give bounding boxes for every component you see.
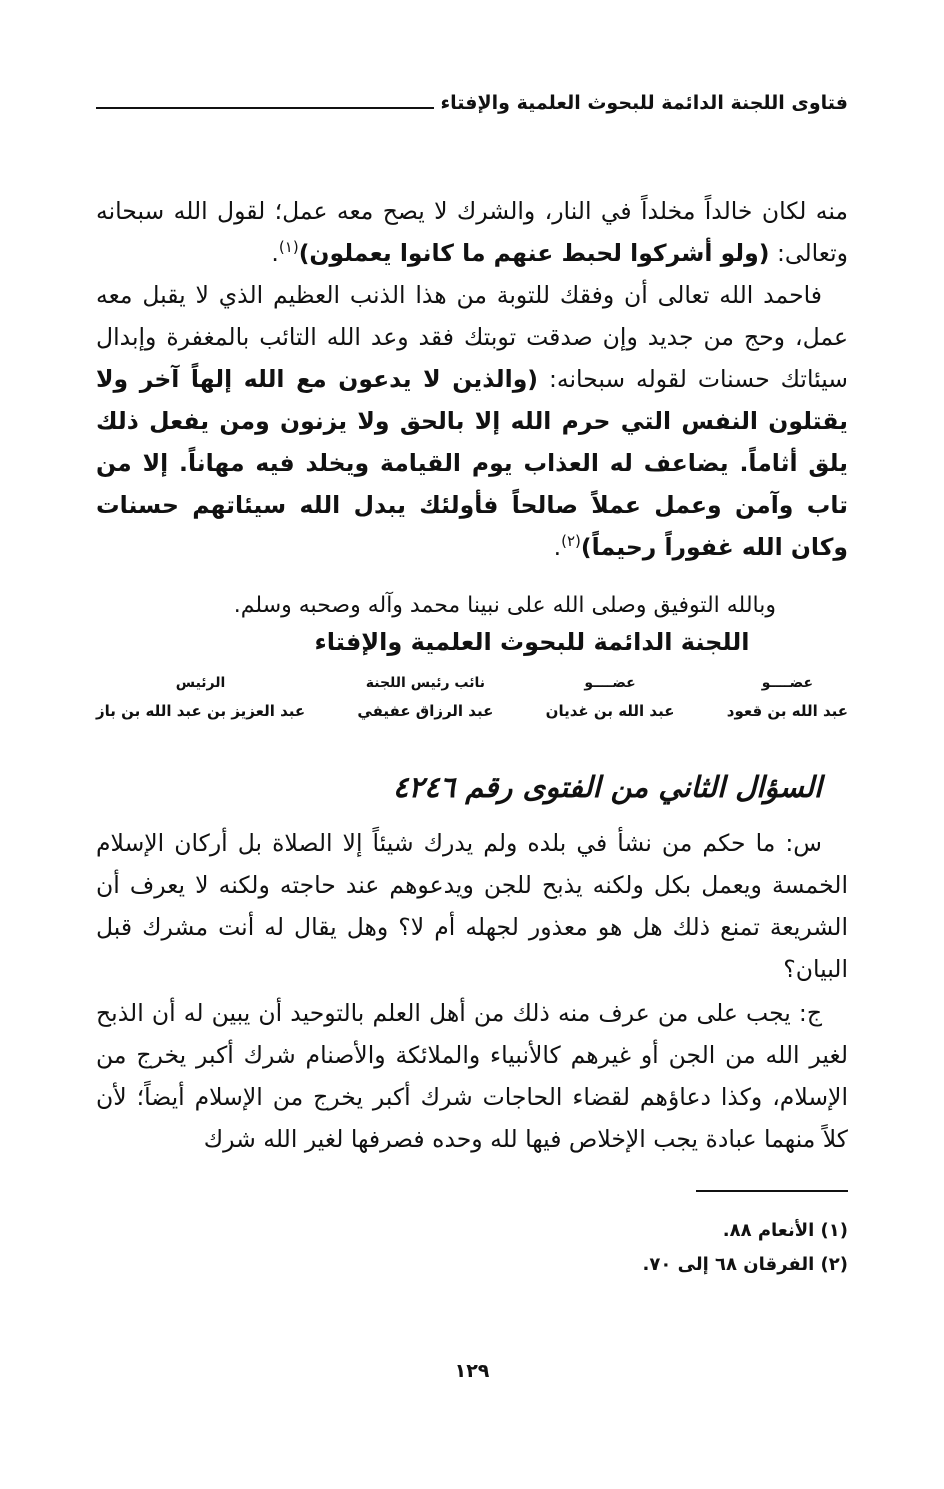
question-text: س: ما حكم من نشأ في بلده ولم يدرك شيئاً إلا الصلاة بل أركان الإسلام الخمسة ويعمل بكل ولكنه يذبح للجن ويدعوهم عند حاجته ولكنه لا يعرف أن الشريعة تمنع ذلك هل هو معذور لجهله أم لا؟ وهل يقال له أنت مشرك قبل البيان؟ — [96, 829, 848, 983]
quran-verse-1: (ولو أشركوا لحبط عنهم ما كانوا يعملون) — [298, 239, 770, 267]
signature-role: عضــــو — [761, 675, 814, 691]
signature-member-1 — [727, 672, 848, 724]
footnote-rule — [696, 1190, 848, 1192]
answer-text: ج: يجب على من عرف منه ذلك من أهل العلم بالتوحيد أن يبين له أن الذبح لغير الله من الجن أو غيرهم كالأنبياء والملائكة والأصنام شرك أكبر يخرج من الإسلام، وكذا دعاؤهم لقضاء الحاجات شرك أكبر يخرج من الإسلام أيضاً؛ لأن كلاً منهما عبادة يجب الإخلاص فيها لله وحده فصرفها لغير الله شرك — [96, 999, 848, 1153]
signatures — [96, 672, 848, 724]
fatwa-continuation — [96, 190, 848, 568]
question-block — [96, 822, 848, 990]
footnote-ref-1: (١) — [278, 238, 299, 257]
answer-block — [96, 992, 848, 1160]
running-header — [96, 86, 848, 120]
signature-vice-chair — [357, 672, 493, 724]
question-heading: السؤال الثاني من الفتوى رقم ٤٢٤٦ — [392, 770, 822, 804]
signature-role: عضــــو — [584, 675, 636, 691]
header-rule — [96, 107, 434, 109]
page-number: ١٢٩ — [454, 1360, 490, 1382]
quran-verse-2: (والذين لا يدعون مع الله إلهاً آخر ولا يقتلون النفس التي حرم الله إلا بالحق ولا يزنون ومن يفعل ذلك يلق أثاماً. يضاعف له العذاب يوم القيامة ويخلد فيه مهاناً. إلا من تاب وآمن وعمل عملاً صالحاً فأولئك يبدل الله سيئاتهم حسنات وكان الله غفوراً رحيماً) — [96, 365, 848, 561]
committee-name: اللجنة الدائمة للبحوث العلمية والإفتاء — [314, 628, 750, 656]
signature-name: عبد العزيز بن عبد الله بن باز — [96, 702, 306, 720]
footnotes — [96, 1214, 848, 1282]
signature-member-2 — [546, 672, 675, 724]
footnote-ref-2: (٢) — [561, 532, 581, 551]
signature-chair — [96, 672, 305, 724]
paragraph-1-end: . — [271, 239, 279, 267]
signature-name: عبد الله بن غديان — [545, 702, 675, 720]
paragraph-1-text: منه لكان خالداً مخلداً في النار، والشرك لا يصح معه عمل؛ لقول الله سبحانه وتعالى: — [96, 197, 848, 267]
signature-role: نائب رئيس اللجنة — [365, 675, 485, 691]
signature-name: عبد الرزاق عفيفي — [357, 702, 494, 720]
running-header-title: فتاوى اللجنة الدائمة للبحوث العلمية والإفتاء — [440, 92, 848, 114]
closing-line: وبالله التوفيق وصلى الله على نبينا محمد وآله وصحبه وسلم. — [233, 593, 776, 618]
paragraph-2-text: فاحمد الله تعالى أن وفقك للتوبة من هذا الذنب العظيم الذي لا يقبل معه عمل، وحج من جديد وإن صدقت توبتك فقد وعد الله التائب بالمغفرة وإبدال سيئاتك حسنات لقوله سبحانه: — [96, 281, 848, 393]
paragraph-2 — [96, 274, 848, 568]
footnote-2: (٢) الفرقان ٦٨ إلى ٧٠. — [642, 1254, 848, 1275]
signature-name: عبد الله بن قعود — [726, 702, 848, 720]
paragraph-1 — [96, 190, 848, 274]
signature-role: الرئيس — [175, 675, 226, 691]
footnote-1: (١) الأنعام ٨٨. — [722, 1220, 848, 1241]
paragraph-2-end: . — [553, 533, 562, 561]
